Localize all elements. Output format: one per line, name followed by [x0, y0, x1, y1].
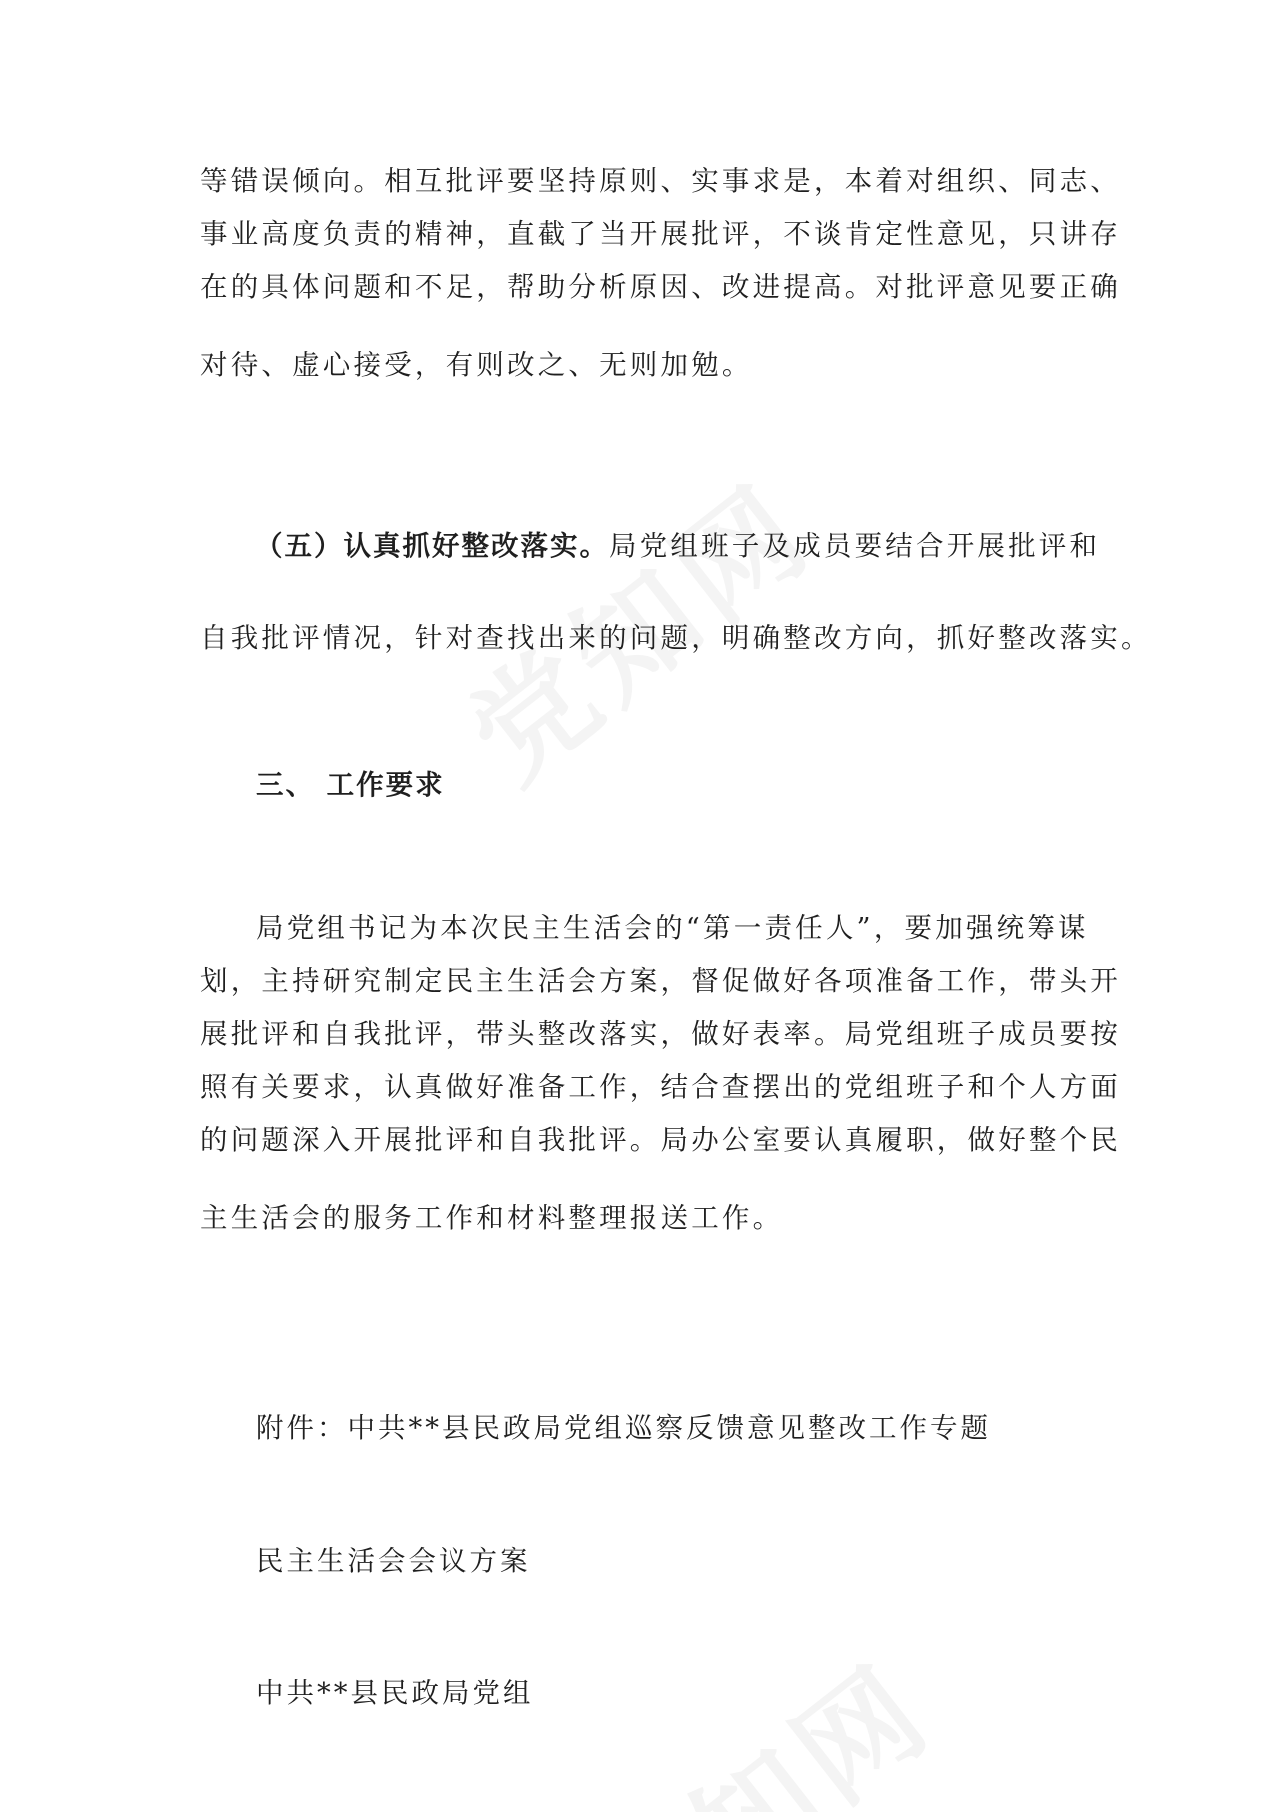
attachment-title: 附件：中共**县民政局党组巡察反馈意见整改工作专题: [256, 1412, 991, 1444]
paragraph-line: 照有关要求，认真做好准备工作，结合查摆出的党组班子和个人方面: [200, 1071, 1121, 1103]
paragraph-line: 自我批评情况，针对查找出来的问题，明确整改方向，抓好整改落实。: [200, 622, 1152, 654]
attachment-subtitle: 民主生活会会议方案: [256, 1545, 531, 1577]
section-heading: 三、 工作要求: [256, 769, 445, 801]
watermark-logo-bottom: [548, 1618, 961, 1812]
paragraph-line: 等错误倾向。相互批评要坚持原则、实事求是，本着对组织、同志、: [200, 165, 1121, 197]
paragraph-line: 的问题深入开展批评和自我批评。局办公室要认真履职，做好整个民: [200, 1124, 1121, 1156]
paragraph-line: 在的具体问题和不足，帮助分析原因、改进提高。对批评意见要正确: [200, 271, 1121, 303]
paragraph-line: 主生活会的服务工作和材料整理报送工作。: [200, 1202, 784, 1234]
subsection-title: （五）认真抓好整改落实。: [255, 530, 609, 562]
paragraph-line: [200, 520, 1101, 568]
paragraph-line: 事业高度负责的精神，直截了当开展批评，不谈肯定性意见，只讲存: [200, 218, 1121, 250]
paragraph-line: 局党组书记为本次民主生活会的“第一责任人”，要加强统筹谋: [256, 912, 1089, 944]
paragraph-line: 展批评和自我批评，带头整改落实，做好表率。局党组班子成员要按: [200, 1018, 1121, 1050]
paragraph-line: 划，主持研究制定民主生活会方案，督促做好各项准备工作，带头开: [200, 965, 1121, 997]
paragraph-line: 对待、虚心接受，有则改之、无则加勉。: [200, 349, 753, 381]
paragraph-rectification: [200, 520, 1152, 660]
attachment-issuer: 中共**县民政局党组: [256, 1677, 534, 1709]
paragraph-text: 局党组班子及成员要结合开展批评和: [609, 530, 1101, 562]
paragraph-requirements: [200, 902, 1121, 1245]
paragraph-criticism: [200, 155, 1121, 392]
